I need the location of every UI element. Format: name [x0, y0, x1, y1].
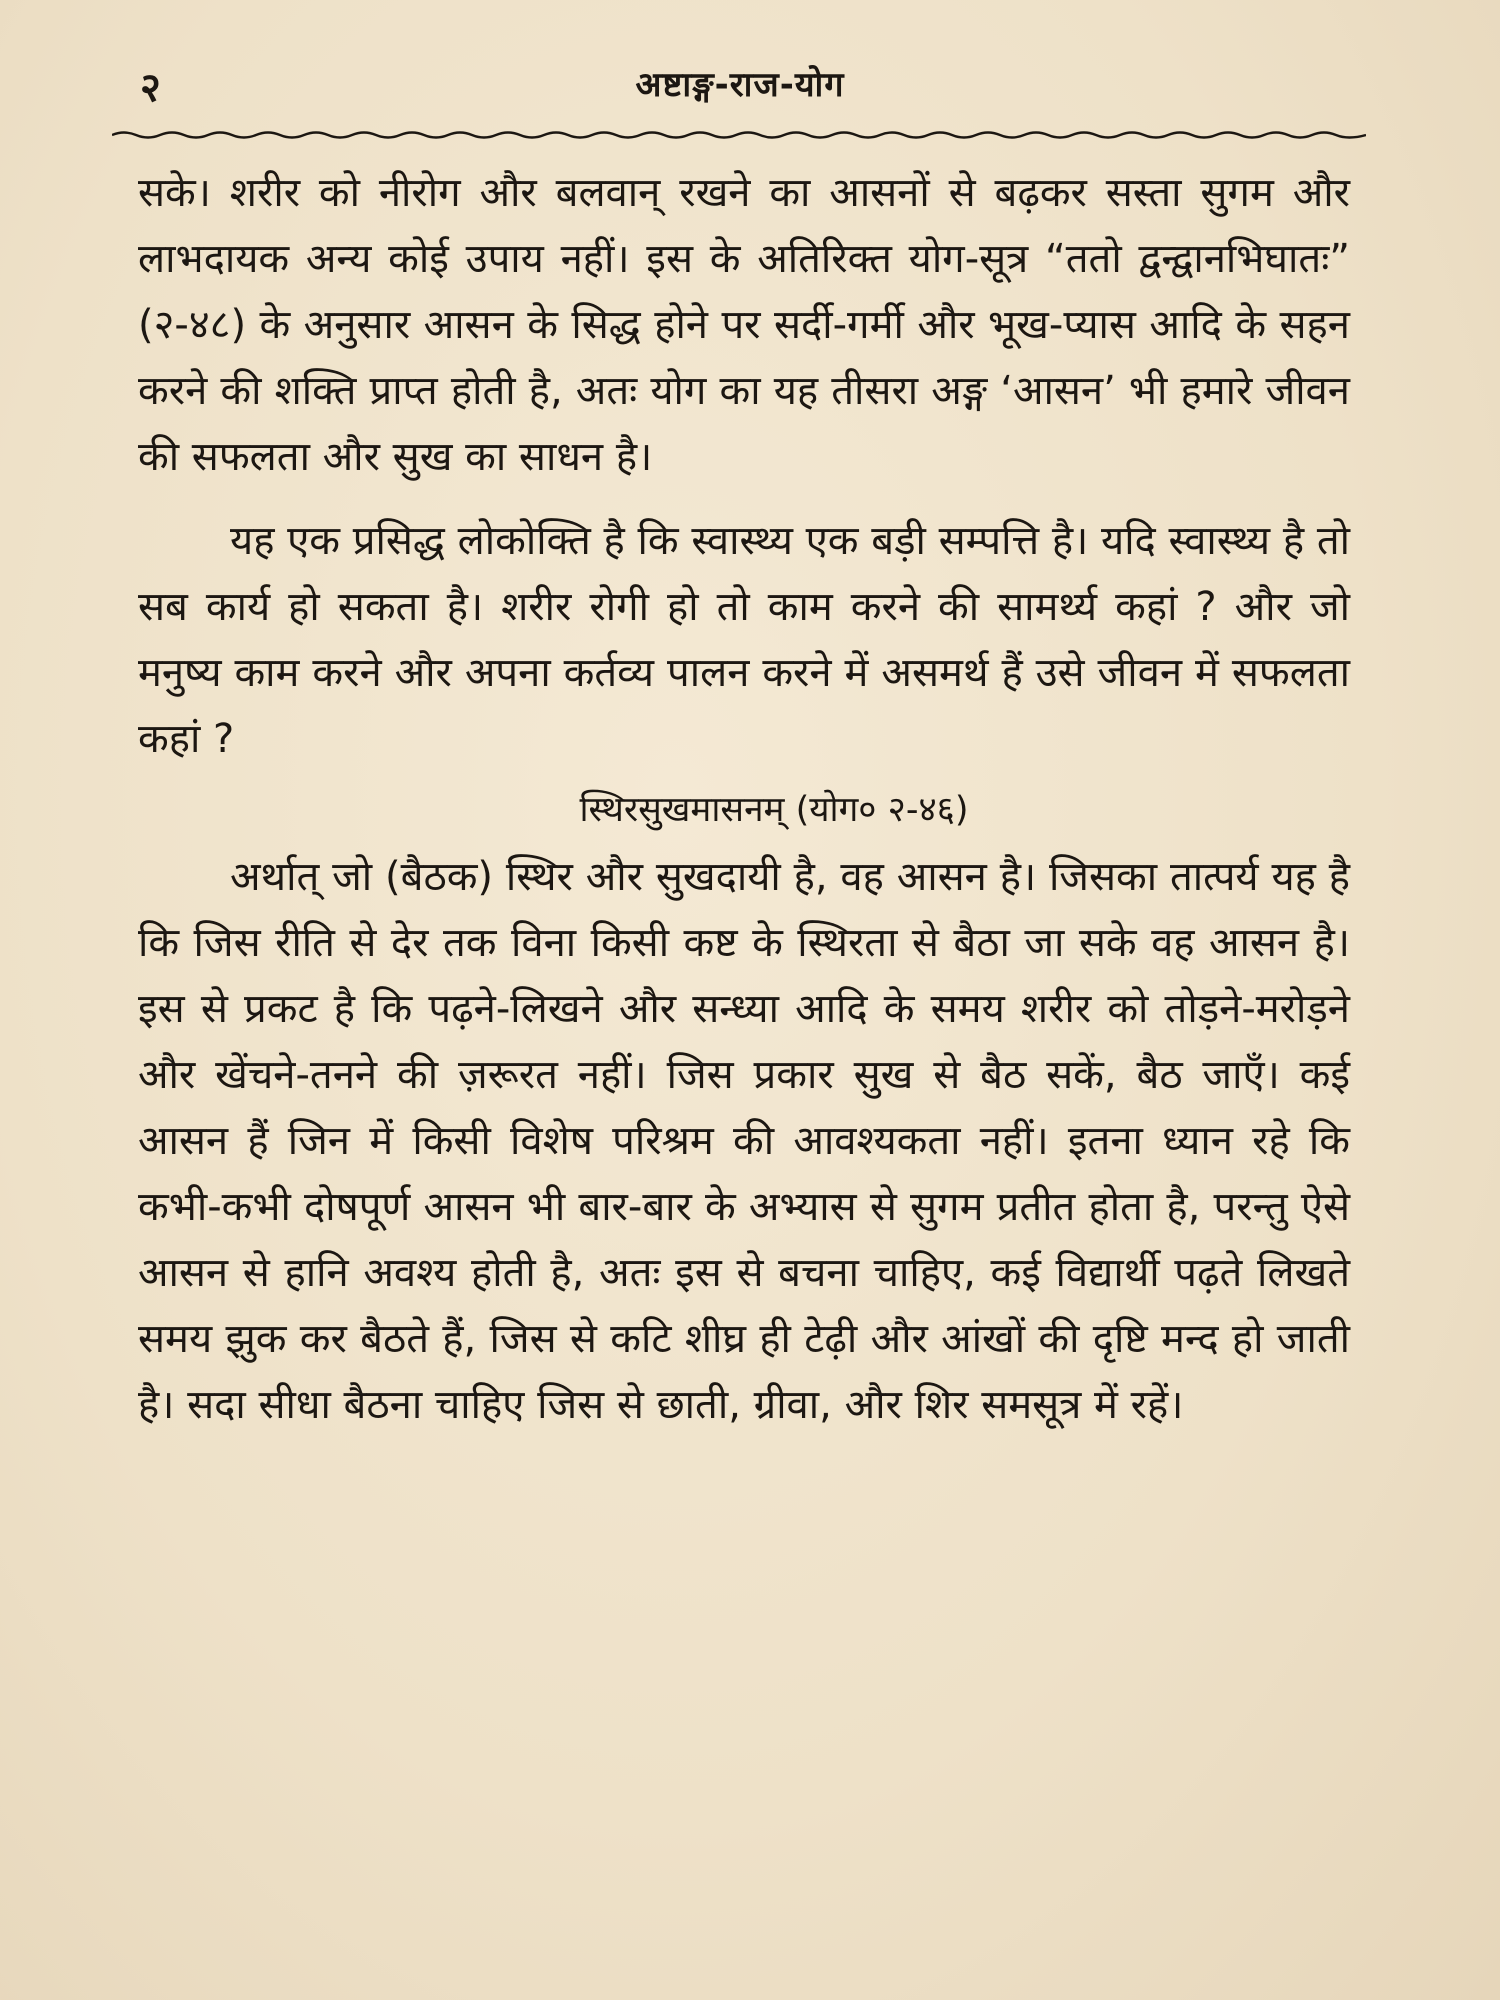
- paragraph-1: सके। शरीर को नीरोग और बलवान् रखने का आसनों से बढ़कर सस्ता सुगम और लाभदायक अन्य कोई उपाय नहीं। इस के अतिरिक्त योग-सूत्र “ततो द्वन्द्वानभिघातः” (२-४८) के अनुसार आसन के सिद्ध होने पर सर्दी-गर्मी और भूख-प्यास आदि के सहन करने की शक्ति प्राप्त होती है, अतः योग का यह तीसरा अङ्ग ‘आसन’ भी हमारे जीवन की सफलता और सुख का साधन है।: [138, 170, 1350, 480]
- sutra-quotation: स्थिरसुखमासनम् (योग० २-४६): [579, 790, 969, 830]
- page-number: २: [140, 65, 161, 111]
- page-body: [138, 160, 1350, 1438]
- page-header: [140, 58, 1370, 118]
- paragraph-2: यह एक प्रसिद्ध लोकोक्ति है कि स्वास्थ्य एक बड़ी सम्पत्ति है। यदि स्वास्थ्य है तो सब कार्य हो सकता है। शरीर रोगी हो तो काम करने की सामर्थ्य कहां ? और जो मनुष्य काम करने और अपना कर्तव्य पालन करने में असमर्थ हैं उसे जीवन में सफलता कहां ?: [138, 518, 1350, 762]
- header-divider-rule: [112, 128, 1366, 142]
- running-title: अष्टाङ्ग-राज-योग: [635, 65, 845, 105]
- paragraph-3: अर्थात् जो (बैठक) स्थिर और सुखदायी है, वह आसन है। जिसका तात्पर्य यह है कि जिस रीति से देर तक विना किसी कष्ट के स्थिरता से बैठा जा सके वह आसन है। इस से प्रकट है कि पढ़ने-लिखने और सन्ध्या आदि के समय शरीर को तोड़ने-मरोड़ने और खेंचने-तनने की ज़रूरत नहीं। जिस प्रकार सुख से बैठ सकें, बैठ जाएँ। कई आसन हैं जिन में किसी विशेष परिश्रम की आवश्यकता नहीं। इतना ध्यान रहे कि कभी-कभी दोषपूर्ण आसन भी बार-बार के अभ्यास से सुगम प्रतीत होता है, परन्तु ऐसे आसन से हानि अवश्य होती है, अतः इस से बचना चाहिए, कई विद्यार्थी पढ़ते लिखते समय झुक कर बैठते हैं, जिस से कटि शीघ्र ही टेढ़ी और आंखों की दृष्टि मन्द हो जाती है। सदा सीधा बैठना चाहिए जिस से छाती, ग्रीवा, और शिर समसूत्र में रहें।: [138, 854, 1350, 1428]
